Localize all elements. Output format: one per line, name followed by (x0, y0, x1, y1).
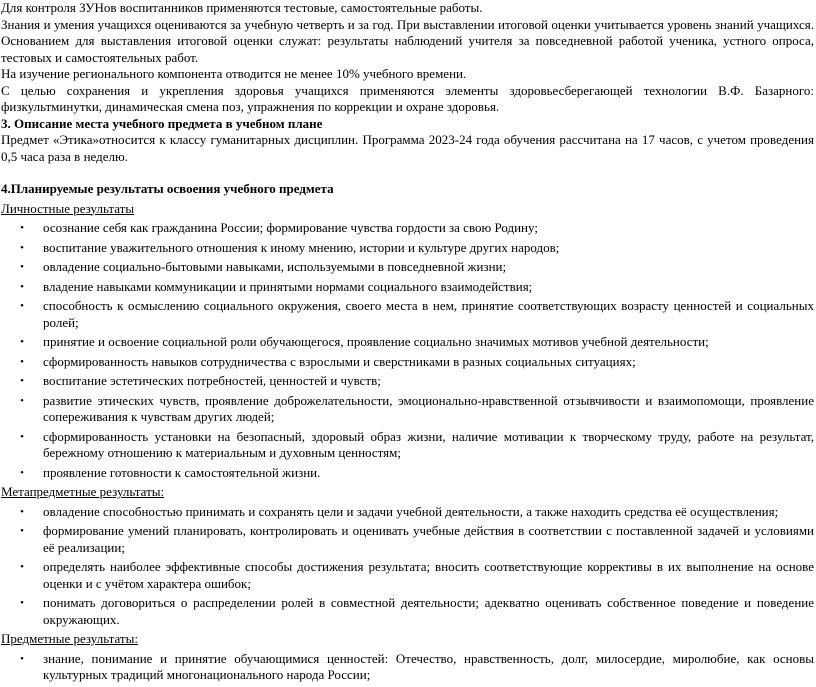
list-item-text: знание, понимание и принятие обучающимися ценностей: Отечество, нравственность, долг, милосердие, миролюбие, как основы культурных традиций многонационального народа России; (43, 650, 814, 682)
bullet-icon: • (20, 241, 24, 254)
bullet-icon: • (20, 355, 24, 368)
list-item (1, 240, 814, 257)
personal-results-title-text: Личностные результаты (1, 200, 135, 216)
bullet-icon: • (20, 280, 24, 293)
paragraph-assessment: Знания и умения учащихся оцениваются за учебную четверть и за год. При выставлении итоговой оценки учитывается уровень знаний учащихся. Основанием для выставления итоговой оценки служат: результаты наблюдений учителя за повседневной работой ученика, устного опроса, тестовых и самостоятельных работ. (1, 16, 814, 65)
list-item (1, 651, 814, 684)
paragraph-health: С целью сохранения и укрепления здоровья учащихся применяются элементы здоровьесберегающей технологии В.Ф. Базарного: физкультминутки, динамическая смена поз, упражнения по коррекции и охране здоровья. (1, 82, 814, 114)
list-item-text: формирование умений планировать, контролировать и оценивать учебные действия в соответствии с поставленной задачей и условиями её реализации; (43, 523, 814, 555)
bullet-icon: • (20, 597, 24, 609)
personal-results-title (1, 201, 814, 218)
section-3-heading: 3. Описание места учебного предмета в учебном плане (1, 115, 323, 131)
list-item (1, 523, 814, 556)
bullet-icon: • (20, 222, 24, 234)
list-item-text: овладение социально-бытовыми навыками, используемыми в повседневной жизни; (43, 259, 507, 274)
list-item (1, 259, 814, 276)
list-item (1, 429, 814, 462)
bullet-icon: • (20, 505, 24, 518)
paragraph-regional: На изучение регионального компонента отводится не менее 10% учебного времени. (1, 66, 467, 81)
list-item (1, 373, 814, 390)
list-item (1, 279, 814, 296)
meta-results-list (1, 504, 814, 629)
list-item-text: определять наиболее эффективные способы достижения результата; вносить соответствующие коррективы в их выполнение на основе оценки и с учётом характера ошибок; (43, 559, 814, 591)
bullet-icon: • (20, 525, 24, 537)
list-item-text: способность к осмыслению социального окружения, своего места в нем, принятие соответствующих возрасту ценностей и социальных ролей; (43, 298, 814, 330)
list-item-text: овладение способностью принимать и сохранять цели и задачи учебной деятельности, а также находить средства её осуществления; (43, 503, 779, 519)
bullet-icon: • (20, 466, 24, 479)
list-item (1, 465, 814, 482)
bullet-icon: • (20, 375, 24, 387)
personal-results-list (1, 220, 814, 481)
subject-results-title-text: Предметные результаты: (1, 631, 138, 646)
bullet-icon: • (20, 561, 24, 573)
subject-results-list (1, 651, 814, 684)
list-item-text: сформированность установки на безопасный, здоровый образ жизни, наличие мотивации к творческому труду, работе на результат, бережному отношению к материальным и духовным ценностям; (43, 428, 814, 460)
list-item-text: принятие и освоение социальной роли обучающегося, проявление социально значимых мотивов учебной деятельности; (43, 334, 709, 349)
blank-line (1, 165, 814, 181)
list-item (1, 595, 814, 628)
list-item (1, 334, 814, 351)
section-4-heading: 4.Планируемые результаты освоения учебного предмета (1, 181, 334, 196)
list-item-text: воспитание уважительного отношения к иному мнению, истории и культуре других народов; (43, 239, 560, 255)
list-item-text: владение навыками коммуникации и принятыми нормами социального взаимодействия; (43, 278, 533, 294)
list-item (1, 220, 814, 237)
list-item-text: сформированность навыков сотрудничества с взрослыми и сверстниками в разных социальных ситуациях; (43, 353, 636, 369)
section-3-text: Предмет «Этика»относится к классу гуманитарных дисциплин. Программа 2023-24 года обучения рассчитана на 17 часов, с учетом проведения 0,5 часа раза в неделю. (1, 132, 814, 164)
list-item (1, 559, 814, 592)
paragraph-control: Для контроля ЗУНов воспитанников применяются тестовые, самостоятельные работы. (1, 0, 483, 15)
list-item (1, 298, 814, 331)
bullet-icon: • (20, 430, 24, 443)
list-item-text: воспитание эстетических потребностей, ценностей и чувств; (43, 373, 381, 388)
list-item-text: проявление готовности к самостоятельной жизни. (43, 464, 321, 480)
list-item-text: понимать договориться о распределении ролей в совместной деятельности; адекватно оценивать собственное поведение и поведение окружающих. (43, 595, 814, 627)
list-item-text: развитие этических чувств, проявление доброжелательности, эмоционально-нравственной отзывчивости и взаимопомощи, проявление сопереживания к чувствам других людей; (43, 392, 814, 424)
list-item-text: осознание себя как гражданина России; формирование чувства гордости за свою Родину; (43, 220, 538, 235)
bullet-icon: • (20, 300, 24, 312)
list-item (1, 354, 814, 371)
list-item (1, 504, 814, 521)
meta-results-title-text: Метапредметные результаты: (1, 484, 165, 499)
bullet-icon: • (20, 336, 24, 348)
bullet-icon: • (20, 261, 24, 273)
subject-results-title (1, 631, 814, 648)
bullet-icon: • (20, 652, 24, 665)
meta-results-title (1, 484, 814, 501)
bullet-icon: • (20, 394, 24, 407)
list-item (1, 393, 814, 426)
